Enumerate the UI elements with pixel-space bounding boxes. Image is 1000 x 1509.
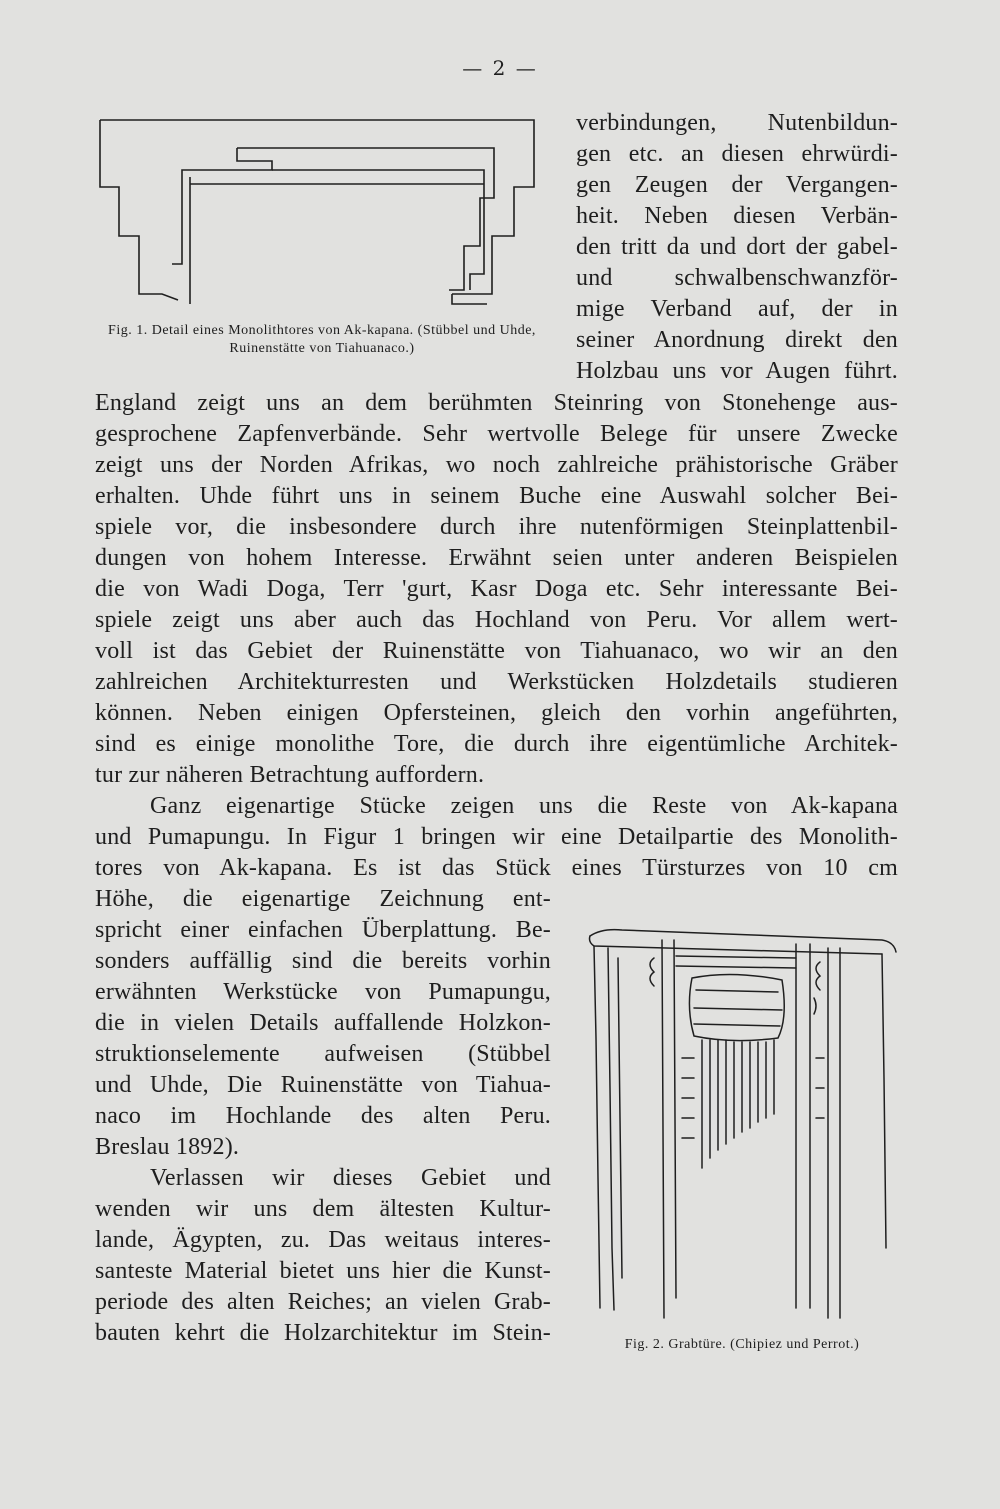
text-line: gen etc. an diesen ehrwürdi- [576,141,898,167]
figure-1-caption: Fig. 1. Detail eines Monolithtores von Ak-kapana. (Stübbel und Uhde, Ruinenstätte von Tiahuanaco.) [108,323,536,356]
figure-1 [92,114,552,356]
text-line: wenden wir uns dem ältesten Kultur- [95,1196,551,1222]
right-column-text [576,108,898,387]
text-line: erhalten. Uhde führt uns in seinem Buche eine Auswahl solcher Bei- [95,483,898,509]
text-line: spricht einer einfachen Überplattung. Be- [95,917,551,943]
monolith-gate-detail-drawing [92,114,552,314]
text-line: santeste Material bietet uns hier die Kunst- [95,1258,551,1284]
text-line: zeigt uns der Norden Afrikas, wo noch zahlreiche prähistorische Gräber [95,452,898,478]
text-line: struktionselemente aufweisen (Stübbel [95,1041,551,1067]
text-line: können. Neben einigen Opfersteinen, gleich den vorhin angeführten, [95,700,898,726]
text-line: mige Verband auf, der in [576,296,898,322]
figure-2 [582,918,902,1352]
text-line: sonders auffällig sind die bereits vorhin [95,948,551,974]
tomb-door-sketch [582,918,902,1328]
text-line: Verlassen wir dieses Gebiet und [150,1165,551,1191]
full-width-text [95,388,898,884]
text-line: seiner Anordnung direkt den [576,327,898,353]
text-line: verbindungen, Nutenbildun- [576,110,898,136]
text-line: tur zur näheren Betrachtung auffordern. [95,762,485,788]
text-line: die von Wadi Doga, Terr 'gurt, Kasr Doga etc. Sehr interessante Bei- [95,576,898,602]
left-column-text [95,884,551,1349]
text-line: zahlreichen Architekturresten und Werkstücken Holzdetails studieren [95,669,898,695]
text-line: und schwalbenschwanzför- [576,265,898,291]
text-line: dungen von hohem Interesse. Erwähnt seien unter anderen Beispielen [95,545,898,571]
text-line: bauten kehrt die Holzarchitektur im Stein- [95,1320,551,1346]
page-number: — 2 — [462,56,538,80]
text-line: naco im Hochlande des alten Peru. [95,1103,551,1129]
text-line: voll ist das Gebiet der Ruinenstätte von Tiahuanaco, wo wir an den [95,638,898,664]
text-line: Höhe, die eigenartige Zeichnung ent- [95,886,551,912]
text-line: heit. Neben diesen Verbän- [576,203,898,229]
text-line: und Pumapungu. In Figur 1 bringen wir eine Detailpartie des Monolith- [95,824,898,850]
text-line: Holzbau uns vor Augen führt. [576,358,898,384]
text-line: spiele zeigt uns aber auch das Hochland von Peru. Vor allem wert- [95,607,898,633]
text-line: lande, Ägypten, zu. Das weitaus interes- [95,1227,551,1253]
text-line: tores von Ak-kapana. Es ist das Stück eines Türsturzes von 10 cm [95,855,898,881]
text-line: Ganz eigenartige Stücke zeigen uns die Reste von Ak-kapana [150,793,898,819]
text-line: sind es einige monolithe Tore, die durch ihre eigentümliche Architek- [95,731,898,757]
text-line: periode des alten Reiches; an vielen Grab- [95,1289,551,1315]
text-line: England zeigt uns an dem berühmten Steinring von Stonehenge aus- [95,390,898,416]
text-line: Breslau 1892). [95,1134,240,1160]
text-line: die in vielen Details auffallende Holzkon- [95,1010,551,1036]
text-line: den tritt da und dort der gabel- [576,234,898,260]
text-line: und Uhde, Die Ruinenstätte von Tiahua- [95,1072,551,1098]
text-line: gesprochene Zapfenverbände. Sehr wertvolle Belege für unsere Zwecke [95,421,898,447]
text-line: gen Zeugen der Vergangen- [576,172,898,198]
text-line: spiele vor, die insbesondere durch ihre nutenförmigen Steinplattenbil- [95,514,898,540]
figure-2-caption: Fig. 2. Grabtüre. (Chipiez und Perrot.) [624,1337,860,1352]
text-line: erwähnten Werkstücke von Pumapungu, [95,979,551,1005]
